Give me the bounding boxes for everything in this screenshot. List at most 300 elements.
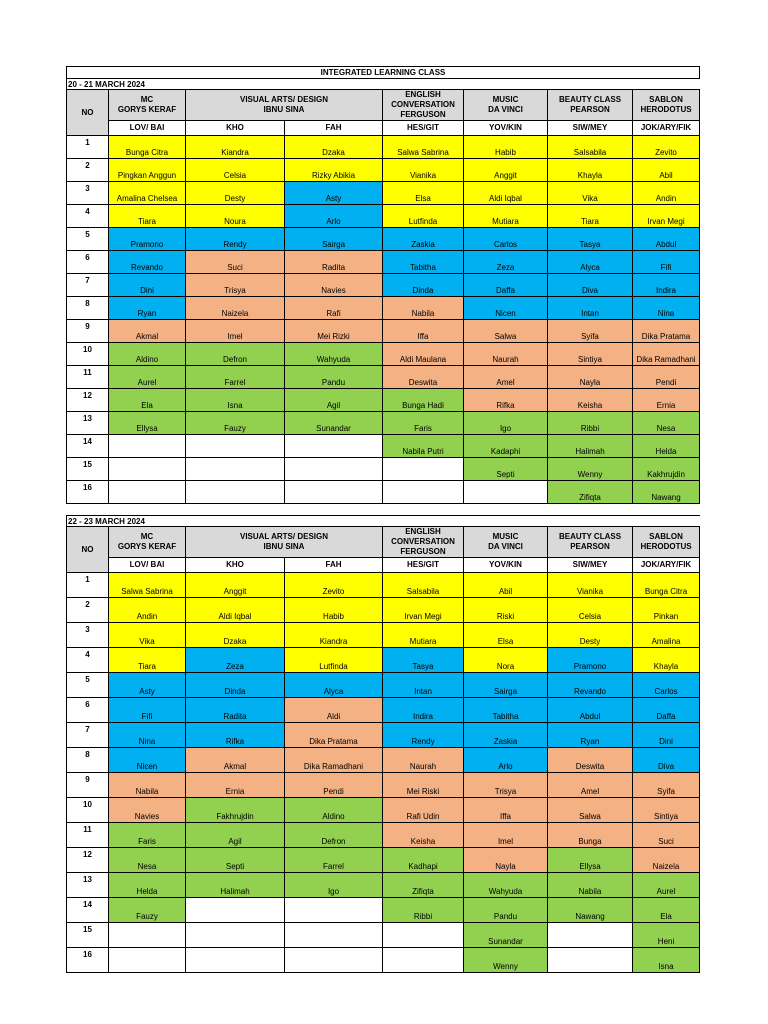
student-name [285,948,383,973]
table-row [67,481,700,504]
student-name: Naurah [383,748,464,773]
student-name: Diva [633,748,700,773]
student-name: Mutiara [464,205,548,228]
student-name: Trisya [464,773,548,798]
table-row [67,343,700,366]
student-name: Zifiqta [383,873,464,898]
student-name: Navies [109,798,186,823]
student-name: Dinda [383,274,464,297]
row-number: 7 [67,723,109,748]
student-name: Wenny [548,458,633,481]
student-name: Ernia [633,389,700,412]
student-name: Nabila [548,873,633,898]
row-number: 12 [67,848,109,873]
teacher-code: HES/GIT [383,121,464,136]
student-name [109,435,186,458]
student-name: Ela [109,389,186,412]
student-name: Revando [109,251,186,274]
student-name: Sunandar [464,923,548,948]
student-name: Salwa [548,798,633,823]
student-name: Dini [109,274,186,297]
row-number: 4 [67,205,109,228]
student-name: Arlo [464,748,548,773]
student-name: Irvan Megi [633,205,700,228]
student-name: Wahyuda [285,343,383,366]
student-name: Syifa [633,773,700,798]
student-name: Naizela [633,848,700,873]
student-name [109,458,186,481]
student-name: Naurah [464,343,548,366]
student-name: Zevito [633,136,700,159]
student-name: Kiandra [285,623,383,648]
english-header: ENGLISH CONVERSATION FERGUSON [383,527,464,558]
student-name: Wenny [464,948,548,973]
student-name: Elsa [464,623,548,648]
student-name [285,898,383,923]
student-name: Sairga [464,673,548,698]
student-name: Zevito [285,573,383,598]
row-number: 1 [67,136,109,159]
student-name: Mei Riski [383,773,464,798]
student-name: Mutiara [383,623,464,648]
student-name: Ela [633,898,700,923]
table-row [67,435,700,458]
student-name: Zeza [464,251,548,274]
student-name: Amel [464,366,548,389]
teacher-code: YOV/KIN [464,121,548,136]
student-name: Zifiqta [548,481,633,504]
student-name: Vika [109,623,186,648]
student-name: Salwa [464,320,548,343]
student-name: Iffa [464,798,548,823]
student-name: Dini [633,723,700,748]
student-name: Salwa Sabrina [383,136,464,159]
student-name: Asty [285,182,383,205]
student-name: Pramono [548,648,633,673]
schedule-table-1 [66,66,700,504]
student-name: Bunga [548,823,633,848]
student-name: Rendy [186,228,285,251]
student-name: Tabitha [383,251,464,274]
student-name: Faris [383,412,464,435]
row-number: 15 [67,458,109,481]
student-name: Rafi [285,297,383,320]
student-name: Intan [548,297,633,320]
student-name: Nabila [109,773,186,798]
student-name: Nesa [633,412,700,435]
table-row [67,320,700,343]
english-header: ENGLISH CONVERSATION FERGUSON [383,90,464,121]
student-name: Nesa [109,848,186,873]
student-name: Nayla [464,848,548,873]
student-name: Carlos [464,228,548,251]
table-row [67,573,700,598]
student-name: Vianika [548,573,633,598]
student-name: Aldi Maulana [383,343,464,366]
student-name: Helda [633,435,700,458]
row-number: 5 [67,228,109,251]
student-name: Heni [633,923,700,948]
student-name: Lutfinda [285,648,383,673]
table-row [67,205,700,228]
teacher-code: LOV/ BAI [109,121,186,136]
student-name: Rifka [186,723,285,748]
page-title: INTEGRATED LEARNING CLASS [67,67,700,79]
table-row [67,159,700,182]
student-name: Pendi [633,366,700,389]
student-name: Ryan [548,723,633,748]
table-row [67,823,700,848]
student-name: Abdul [633,228,700,251]
table-row [67,274,700,297]
student-name: Pingkan Anggun [109,159,186,182]
student-name: Keisha [548,389,633,412]
teacher-code: YOV/KIN [464,558,548,573]
student-name: Salwa Sabrina [109,573,186,598]
student-name [186,435,285,458]
student-name: Dika Pratama [285,723,383,748]
row-number: 12 [67,389,109,412]
table-row [67,723,700,748]
student-name: Halimah [186,873,285,898]
student-name: Defron [285,823,383,848]
row-number: 10 [67,343,109,366]
mc-header: MC GORYS KERAF [109,90,186,121]
row-number: 8 [67,297,109,320]
row-number: 5 [67,673,109,698]
row-number: 16 [67,481,109,504]
student-name [186,898,285,923]
student-name: Nawang [633,481,700,504]
student-name: Abdul [548,698,633,723]
student-name: Aldino [109,343,186,366]
row-number: 11 [67,823,109,848]
student-name [109,481,186,504]
student-name: Ernia [186,773,285,798]
student-name: Faris [109,823,186,848]
teacher-code: HES/GIT [383,558,464,573]
student-name: Kakhrujdin [633,458,700,481]
student-name: Ryan [109,297,186,320]
student-name [186,481,285,504]
table-row [67,598,700,623]
student-name: Naizela [186,297,285,320]
table-row [67,898,700,923]
student-name: Zaskia [464,723,548,748]
student-name: Abil [464,573,548,598]
student-name: Agil [285,389,383,412]
student-name: Dzaka [285,136,383,159]
session-date: 22 - 23 MARCH 2024 [67,516,700,527]
student-name [109,923,186,948]
student-name: Akmal [186,748,285,773]
row-number: 3 [67,182,109,205]
student-name: Sintiya [548,343,633,366]
student-name: Revando [548,673,633,698]
student-name: Nabila Putri [383,435,464,458]
student-name: Tasya [383,648,464,673]
row-number: 14 [67,898,109,923]
student-name: Khayla [548,159,633,182]
student-name: Lutfinda [383,205,464,228]
student-name: Farrel [285,848,383,873]
row-number: 3 [67,623,109,648]
student-name: Tasya [548,228,633,251]
student-name [464,481,548,504]
student-name: Ribbi [383,898,464,923]
student-name: Anggit [464,159,548,182]
row-number: 8 [67,748,109,773]
student-name: Aldi Iqbal [464,182,548,205]
teacher-code: FAH [285,558,383,573]
table-row [67,773,700,798]
student-name: Isna [633,948,700,973]
student-name: Pandu [464,898,548,923]
student-name: Desty [186,182,285,205]
student-name: Alyca [548,251,633,274]
table-row [67,948,700,973]
row-number: 11 [67,366,109,389]
student-name: Suci [633,823,700,848]
teacher-code: KHO [186,121,285,136]
table-row [67,366,700,389]
student-name: Aldino [285,798,383,823]
student-name: Asty [109,673,186,698]
student-name: Vianika [383,159,464,182]
sablon-header: SABLON HERODOTUS [633,527,700,558]
student-name [548,948,633,973]
table-row [67,458,700,481]
table-row [67,798,700,823]
student-name: Rendy [383,723,464,748]
no-header: NO [67,527,109,573]
beauty-header: BEAUTY CLASS PEARSON [548,527,633,558]
student-name: Daffa [633,698,700,723]
student-name: Diva [548,274,633,297]
teacher-code: SIW/MEY [548,121,633,136]
student-name: Ellysa [109,412,186,435]
student-name [186,948,285,973]
student-name: Nayla [548,366,633,389]
student-name [285,923,383,948]
student-name: Elsa [383,182,464,205]
music-header: MUSIC DA VINCI [464,90,548,121]
student-name: Fauzy [186,412,285,435]
teacher-code: SIW/MEY [548,558,633,573]
student-name: Dzaka [186,623,285,648]
table-row [67,873,700,898]
student-name: Dinda [186,673,285,698]
student-name: Nina [633,297,700,320]
student-name: Farrel [186,366,285,389]
row-number: 14 [67,435,109,458]
student-name: Kadaphi [464,435,548,458]
table-row [67,412,700,435]
row-number: 7 [67,274,109,297]
student-name: Sairga [285,228,383,251]
table-row [67,182,700,205]
student-name: Igo [464,412,548,435]
student-name: Dika Pratama [633,320,700,343]
student-name: Bunga Hadi [383,389,464,412]
student-name: Salsabila [383,573,464,598]
student-name: Abil [633,159,700,182]
table-row [67,648,700,673]
student-name: Amel [548,773,633,798]
student-name: Fifi [633,251,700,274]
teacher-code: KHO [186,558,285,573]
music-header: MUSIC DA VINCI [464,527,548,558]
row-number: 9 [67,773,109,798]
row-number: 15 [67,923,109,948]
student-name [109,948,186,973]
student-name [186,923,285,948]
student-name: Anggit [186,573,285,598]
student-name: Fifi [109,698,186,723]
student-name: Helda [109,873,186,898]
student-name: Iffa [383,320,464,343]
student-name: Amalina [633,623,700,648]
student-name: Bunga Citra [109,136,186,159]
student-name: Kiandra [186,136,285,159]
student-name: Trisya [186,274,285,297]
student-name: Vika [548,182,633,205]
student-name: Pendi [285,773,383,798]
student-name: Zeza [186,648,285,673]
student-name: Aldi Iqbal [186,598,285,623]
student-name: Habib [464,136,548,159]
student-name: Suci [186,251,285,274]
student-name: Dika Ramadhani [633,343,700,366]
student-name: Intan [383,673,464,698]
student-name: Deswita [548,748,633,773]
table-row [67,848,700,873]
row-number: 4 [67,648,109,673]
student-name: Pandu [285,366,383,389]
student-name: Rifka [464,389,548,412]
row-number: 1 [67,573,109,598]
table-row [67,673,700,698]
student-name: Nora [464,648,548,673]
table-row [67,748,700,773]
student-name: Nabila [383,297,464,320]
student-name: Aurel [109,366,186,389]
visual-arts-header: VISUAL ARTS/ DESIGN IBNU SINA [186,527,383,558]
beauty-header: BEAUTY CLASS PEARSON [548,90,633,121]
student-name: Tiara [109,648,186,673]
table-row [67,623,700,648]
row-number: 6 [67,698,109,723]
row-number: 10 [67,798,109,823]
student-name: Nicen [109,748,186,773]
student-name: Ellysa [548,848,633,873]
student-name: Habib [285,598,383,623]
student-name: Alyca [285,673,383,698]
student-name: Rizky Abikia [285,159,383,182]
student-name: Rafi Udin [383,798,464,823]
student-name: Tiara [548,205,633,228]
student-name: Amalina Chelsea [109,182,186,205]
student-name: Indira [633,274,700,297]
student-name: Sunandar [285,412,383,435]
student-name: Salsabila [548,136,633,159]
student-name: Pramono [109,228,186,251]
student-name [383,923,464,948]
row-number: 2 [67,598,109,623]
mc-header: MC GORYS KERAF [109,527,186,558]
teacher-code: JOK/ARY/FIK [633,121,700,136]
student-name: Septi [186,848,285,873]
student-name: Daffa [464,274,548,297]
student-name: Indira [383,698,464,723]
student-name: Keisha [383,823,464,848]
student-name: Bunga Citra [633,573,700,598]
row-number: 13 [67,873,109,898]
row-number: 9 [67,320,109,343]
student-name: Agil [186,823,285,848]
student-name: Sintiya [633,798,700,823]
student-name: Nina [109,723,186,748]
session-date: 20 - 21 MARCH 2024 [67,79,700,90]
student-name: Isna [186,389,285,412]
table-row [67,136,700,159]
student-name: Wahyuda [464,873,548,898]
student-name: Khayla [633,648,700,673]
teacher-code: JOK/ARY/FIK [633,558,700,573]
row-number: 16 [67,948,109,973]
student-name: Nawang [548,898,633,923]
student-name: Syifa [548,320,633,343]
table-row [67,698,700,723]
table-row [67,228,700,251]
student-name: Kadhapi [383,848,464,873]
student-name [285,435,383,458]
student-name: Tiara [109,205,186,228]
teacher-code: LOV/ BAI [109,558,186,573]
student-name: Ribbi [548,412,633,435]
student-name: Tabitha [464,698,548,723]
student-name: Arlo [285,205,383,228]
student-name [383,481,464,504]
student-name: Andin [109,598,186,623]
student-name: Defron [186,343,285,366]
schedule-table-2 [66,515,700,973]
table-row [67,251,700,274]
student-name: Deswita [383,366,464,389]
student-name: Celsia [548,598,633,623]
student-name: Noura [186,205,285,228]
student-name: Zaskia [383,228,464,251]
student-name: Igo [285,873,383,898]
table-row [67,923,700,948]
student-name [285,481,383,504]
student-name: Aldi [285,698,383,723]
student-name: Fakhrujdin [186,798,285,823]
student-name: Mei Rizki [285,320,383,343]
student-name [285,458,383,481]
table-row [67,297,700,320]
visual-arts-header: VISUAL ARTS/ DESIGN IBNU SINA [186,90,383,121]
student-name: Aurel [633,873,700,898]
student-name: Nicen [464,297,548,320]
student-name: Irvan Megi [383,598,464,623]
student-name: Pinkan [633,598,700,623]
teacher-code: FAH [285,121,383,136]
student-name: Imel [186,320,285,343]
table-row [67,389,700,412]
sablon-header: SABLON HERODOTUS [633,90,700,121]
student-name [383,948,464,973]
